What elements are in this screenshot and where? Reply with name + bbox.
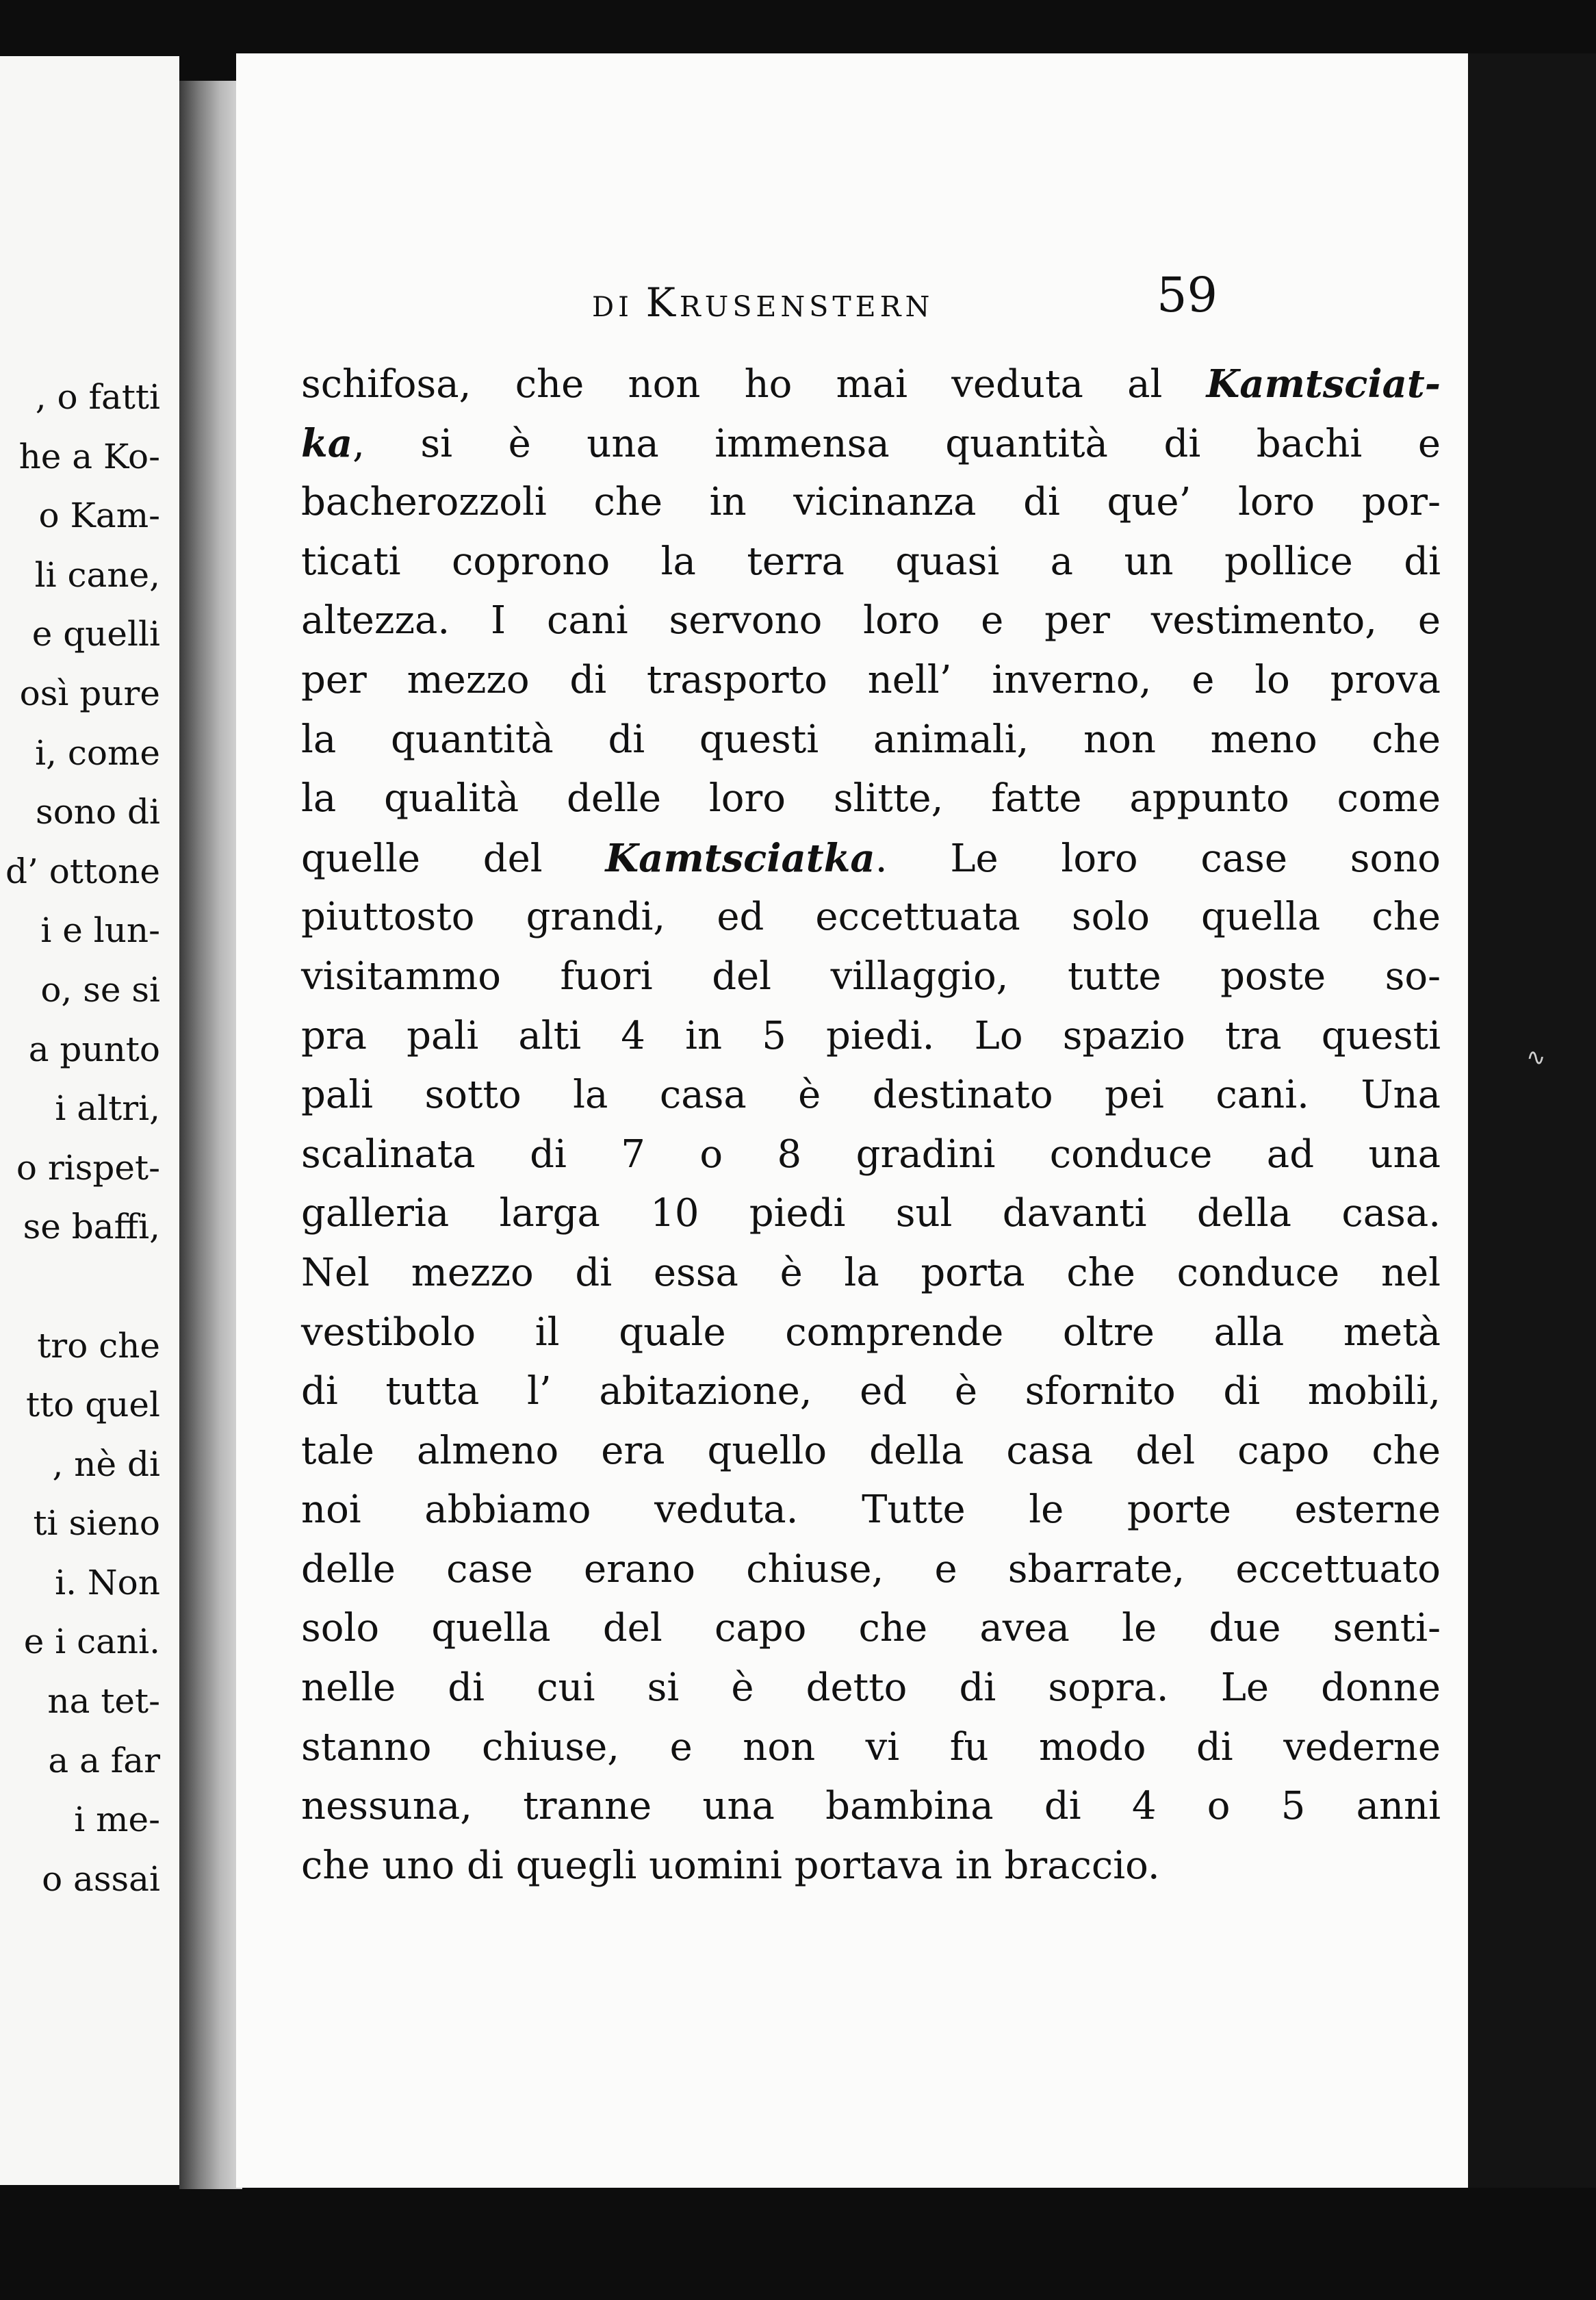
text-line: altezza. I cani servono loro e per vestimento, e: [301, 598, 1441, 643]
facing-line: tro che: [37, 1325, 160, 1366]
text-line: scalinata di 7 o 8 gradini conduce ad una: [301, 1132, 1441, 1177]
facing-page-text: [0, 368, 160, 1908]
facing-line: i me-: [74, 1800, 160, 1840]
facing-line: d’ ottone: [5, 851, 160, 891]
book-gutter: [179, 81, 242, 2189]
facing-line: , o fatti: [35, 377, 160, 417]
line-text: quelle del: [301, 836, 606, 881]
text-line: solo quella del capo che avea le due senti-: [301, 1606, 1441, 1651]
facing-line: , nè di: [52, 1444, 160, 1484]
text-line: per mezzo di trasporto nell’ inverno, e lo prova: [301, 657, 1441, 702]
text-line: [301, 829, 1441, 889]
page-number: 59: [1157, 267, 1218, 323]
running-head: [592, 279, 934, 326]
text-line: la qualità delle loro slitte, fatte appunto come: [301, 776, 1441, 821]
text-line: pali sotto la casa è destinato pei cani. Una: [301, 1073, 1441, 1118]
text-line: la quantità di questi animali, non meno che: [301, 717, 1441, 762]
text-line: bacherozzoli che in vicinanza di que’ loro por-: [301, 480, 1441, 525]
facing-page-fragment: [0, 56, 179, 2185]
facing-line: he a Ko-: [18, 436, 160, 476]
line-text: , si è una immensa quantità di bachi e: [352, 421, 1441, 466]
facing-line: ti sieno: [33, 1503, 160, 1544]
place-name: Kamtsciat-: [1206, 361, 1441, 407]
facing-line: li cane,: [34, 554, 160, 595]
running-head-name: Krusenstern: [645, 279, 934, 326]
facing-line: o Kam-: [38, 496, 160, 536]
text-line: vestibolo il quale comprende oltre alla metà: [301, 1309, 1441, 1355]
facing-line: a punto: [28, 1029, 160, 1069]
facing-line: i. Non: [55, 1562, 160, 1602]
margin-mark: ∿: [1526, 1044, 1546, 1071]
facing-line: sono di: [36, 792, 160, 832]
place-name: Kamtsciatka: [605, 835, 875, 881]
text-line: nessuna, tranne una bambina di 4 o 5 anni: [301, 1784, 1441, 1829]
facing-line: osì pure: [19, 673, 160, 713]
text-line: ticati coprono la terra quasi a un pollice di: [301, 539, 1441, 584]
text-line: visitammo fuori del villaggio, tutte poste so-: [301, 954, 1441, 999]
page-body: [301, 355, 1441, 1895]
text-line: galleria larga 10 piedi sul davanti della casa.: [301, 1191, 1441, 1236]
text-line: [301, 414, 1441, 474]
text-line: pra pali alti 4 in 5 piedi. Lo spazio tra questi: [301, 1013, 1441, 1058]
text-line: delle case erano chiuse, e sbarrate, eccettuato: [301, 1546, 1441, 1592]
text-line: Nel mezzo di essa è la porta che conduce nel: [301, 1250, 1441, 1295]
facing-line: se baffi,: [23, 1207, 160, 1247]
facing-line: i altri,: [55, 1088, 160, 1129]
facing-line: o assai: [42, 1858, 160, 1899]
facing-line: tto quel: [26, 1385, 160, 1425]
facing-line: o rispet-: [16, 1147, 160, 1188]
text-line: di tutta l’ abitazione, ed è sfornito di mobili,: [301, 1369, 1441, 1414]
text-line: nelle di cui si è detto di sopra. Le donne: [301, 1665, 1441, 1711]
scan-border: [1468, 53, 1596, 2188]
text-line: stanno chiuse, e non vi fu modo di vederne: [301, 1724, 1441, 1769]
text-line: tale almeno era quello della casa del capo che: [301, 1428, 1441, 1473]
facing-line: e i cani.: [23, 1622, 160, 1662]
facing-line: i e lun-: [40, 910, 160, 951]
facing-line: i, come: [35, 732, 160, 773]
text-line: [301, 355, 1441, 414]
line-text: schifosa, che non ho mai veduta al: [301, 362, 1207, 407]
line-text: . Le loro case sono: [875, 836, 1441, 881]
text-line: che uno di quegli uomini portava in braccio.: [301, 1843, 1160, 1888]
running-head-prefix: DI: [592, 292, 646, 323]
text-line: piuttosto grandi, ed eccettuata solo quella che: [301, 895, 1441, 940]
book-page: [236, 53, 1468, 2188]
facing-line: a a far: [48, 1740, 160, 1780]
text-line: noi abbiamo veduta. Tutte le porte esterne: [301, 1487, 1441, 1533]
facing-line: e quelli: [31, 614, 160, 654]
facing-line: na tet-: [47, 1681, 160, 1722]
place-name: ka: [301, 420, 353, 466]
facing-line: o, se si: [40, 969, 160, 1010]
facing-line: [0, 1257, 160, 1316]
